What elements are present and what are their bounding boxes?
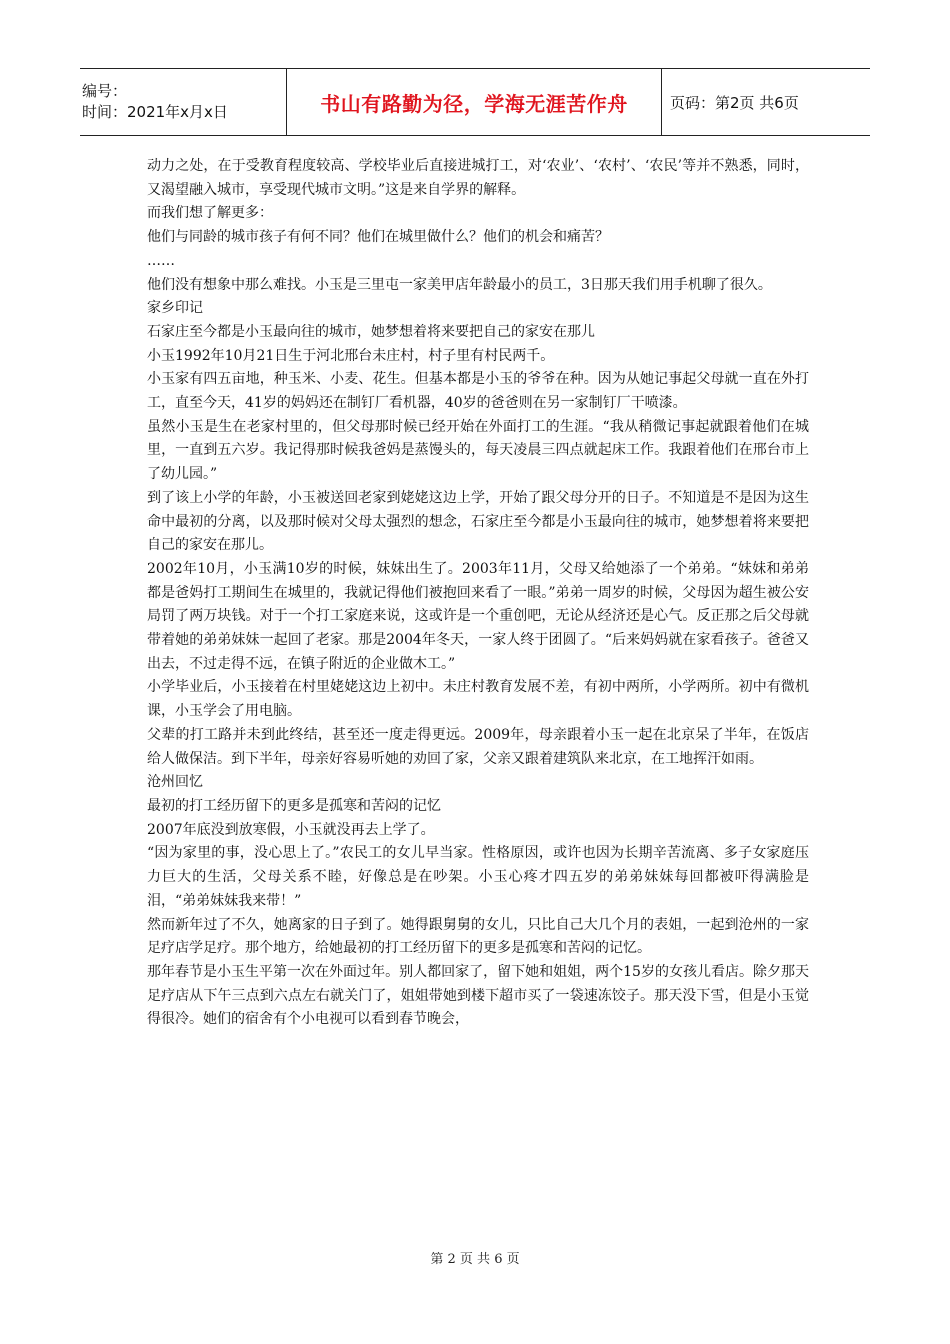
paragraph: “因为家里的事，没心思上了。”农民工的女儿早当家。性格原因，或许也因为长期辛苦流离、多子女家庭压力巨大的生活，父母关系不睦，好像总是在吵架。小玉心疼才四五岁的弟弟妹妹每回都被吓得满脸是泪，“弟弟妹妹我来带！” xyxy=(147,845,809,909)
paragraph: …… xyxy=(147,252,175,269)
paragraph: 虽然小玉是生在老家村里的，但父母那时候已经开始在外面打工的生涯。“我从稍微记事起就跟着他们在城里，一直到五六岁。我记得那时候我爸妈是蒸馒头的，每天凌晨三四点就起床工作。我跟着他们在邢台市上了幼儿园。” xyxy=(147,418,809,483)
section-heading: 沧州回忆 xyxy=(147,774,203,791)
section-subheading: 最初的打工经历留下的更多是孤寒和苦闷的记忆 xyxy=(147,797,441,814)
header-motto: 书山有路勤为径，学海无涯苦作舟 xyxy=(287,69,662,135)
page-footer: 第 2 页 共 6 页 xyxy=(430,1252,520,1267)
paragraph: 他们没有想象中那么难找。小玉是三里屯一家美甲店年龄最小的员工，3日那天我们用手机聊了很久。 xyxy=(147,276,772,293)
document-number-label: 编号： xyxy=(82,82,128,100)
paragraph: 到了该上小学的年龄，小玉被送回老家到姥姥这边上学，开始了跟父母分开的日子。不知道是不是因为这生命中最初的分离，以及那时候对父母太强烈的想念，石家庄至今都是小玉最向往的城市，她梦想着将来要把自己的家安在那儿。 xyxy=(147,489,809,554)
page-header xyxy=(80,68,870,136)
section-subheading: 石家庄至今都是小玉最向往的城市，她梦想着将来要把自己的家安在那儿 xyxy=(147,323,595,340)
paragraph: 而我们想了解更多： xyxy=(147,205,273,222)
paragraph: 小玉1992年10月21日生于河北邢台未庄村，村子里有村民两千。 xyxy=(147,347,555,364)
paragraph: 小学毕业后，小玉接着在村里姥姥这边上初中。未庄村教育发展不差，有初中两所，小学两所。初中有微机课，小玉学会了用电脑。 xyxy=(147,679,809,720)
paragraph: 2007年底没到放寒假，小玉就没再去上学了。 xyxy=(147,821,435,838)
paragraph: 那年春节是小玉生平第一次在外面过年。别人都回家了，留下她和姐姐，两个15岁的女孩儿看店。除夕那天足疗店从下午三点到六点左右就关门了，姐姐带她到楼下超市买了一袋速冻饺子。那天没下雪，但是小玉觉得很冷。她们的宿舍有个小电视可以看到春节晚会， xyxy=(147,963,809,1028)
header-meta xyxy=(80,69,287,135)
header-page-number: 页码：第2页 共6页 xyxy=(670,93,799,112)
paragraph: 他们与同龄的城市孩子有何不同？他们在城里做什么？他们的机会和痛苦？ xyxy=(147,229,609,246)
paragraph: 父辈的打工路并未到此终结，甚至还一度走得更远。2009年，母亲跟着小玉一起在北京呆了半年，在饭店给人做保洁。到下半年，母亲好容易听她的劝回了家，父亲又跟着建筑队来北京，在工地挥汗如雨。 xyxy=(147,726,809,767)
paragraph: 动力之处，在于受教育程度较高、学校毕业后直接进城打工，对‘农业’、‘农村’、‘农民’等并不熟悉，同时，又渴望融入城市，享受现代城市文明。”这是来自学界的解释。 xyxy=(147,158,809,198)
paragraph: 然而新年过了不久，她离家的日子到了。她得跟舅舅的女儿，只比自己大几个月的表姐，一起到沧州的一家足疗店学足疗。那个地方，给她最初的打工经历留下的更多是孤寒和苦闷的记忆。 xyxy=(147,916,809,957)
section-heading: 家乡印记 xyxy=(147,300,203,317)
paragraph: 2002年10月，小玉满10岁的时候，妹妹出生了。2003年11月，父母又给她添了一个弟弟。“妹妹和弟弟都是爸妈打工期间生在城里的，我就记得他们被抱回来看了一眼。”弟弟一周岁的时候，父母因为超生被公安局罚了两万块钱。对于一个打工家庭来说，这或许是一个重创吧，无论从经济还是心气。反正那之后父母就带着她的弟弟妹妹一起回了老家。那是2004年冬天，一家人终于团圆了。“后来妈妈就在家看孩子。爸爸又出去，不过走得不远，在镇子附近的企业做木工。” xyxy=(147,560,809,672)
paragraph: 小玉家有四五亩地，种玉米、小麦、花生。但基本都是小玉的爷爷在种。因为从她记事起父母就一直在外打工，直至今天，41岁的妈妈还在制钉厂看机器，40岁的爸爸则在另一家制钉厂干喷漆。 xyxy=(147,371,809,412)
document-date-label: 时间：2021年x月x日 xyxy=(82,103,228,121)
document-body xyxy=(147,155,809,1032)
